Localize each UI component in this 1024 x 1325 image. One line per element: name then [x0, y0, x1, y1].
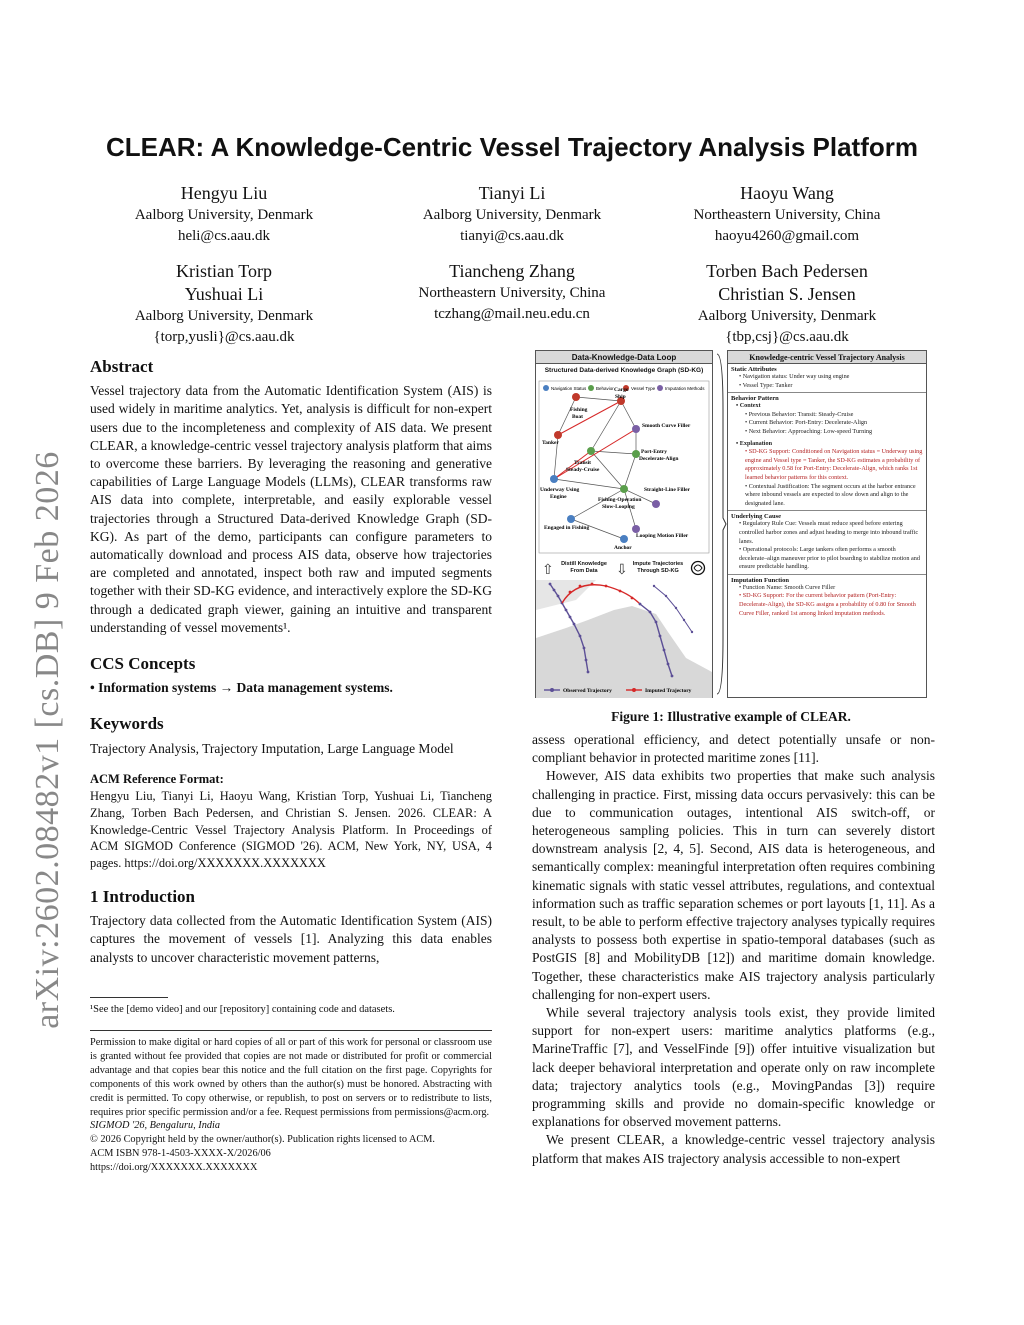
author-block	[657, 182, 917, 247]
behavior-heading: Behavior Pattern	[731, 395, 779, 403]
author-name: Kristian Torp	[176, 261, 272, 281]
paragraph: However, AIS data exhibits two properties that make such analysis challenging in practice. First, missing data occurs pervasively: this can be due to communication outages, intentional AIS switch-off, or heterogeneous sampling policies. This in turn can severely distort downstream analysis [2, 4, 5]. Second, AIS data is heterogeneous, and semantically complex: meaningful interpretation often requires combining kinematic signals with static vessel attributes, regulations, and contextual information such as traffic separation schemes or port layouts [1, 11]. As a result, to be able to perform effective trajectory analyses typically requires analysts to possess both expertise in spatio-temporal databases (such as PostGIS [8] and MobilityDB [12]) and maritime domain knowledge. Together, these characteristics make AIS trajectory analysis particularly challenging for non-expert users.	[532, 768, 935, 1002]
legend-imputation: Imputation Methods	[665, 386, 705, 391]
figure-right-panel	[727, 350, 927, 698]
node-label: Slow-Looping	[602, 504, 635, 510]
author-name: Tianyi Li	[478, 183, 546, 203]
distill-label: Distill Knowledge From Data	[561, 561, 607, 574]
behavior-section	[728, 392, 926, 510]
author-email: heli@cs.aau.dk	[177, 228, 271, 244]
author-affiliation: Aalborg University, Denmark	[697, 308, 877, 324]
left-panel-title: Data-Knowledge-Data Loop	[536, 351, 712, 364]
paper-title: CLEAR: A Knowledge-Centric Vessel Trajectory Analysis Platform	[105, 132, 918, 162]
context-item: • Current Behavior: Port-Entry: Decelerate-Align	[745, 419, 868, 427]
author-email: {tbp,csj}@cs.aau.dk	[725, 329, 849, 345]
node-label: Anchor	[614, 545, 632, 551]
author-affiliation: Aalborg University, Denmark	[422, 207, 602, 223]
author-email: {torp,yusli}@cs.aau.dk	[153, 329, 295, 345]
author-name: Christian S. Jensen	[718, 284, 856, 304]
author-block	[94, 260, 354, 348]
author-name: Torben Bach Pedersen	[706, 261, 868, 281]
context-heading: • Context	[736, 402, 761, 410]
left-column	[90, 358, 492, 967]
static-item: • Navigation status: Under way using engine	[739, 373, 850, 380]
node-label: Cargo	[614, 387, 629, 393]
intro-text: Trajectory data collected from the Automatic Identification System (AIS) captures the movement of vessels [1]. Analyzing this data enables analysts to uncover characteristic movement patterns,	[90, 913, 492, 965]
footnote: ¹See the [demo video] and our [repository] containing code and datasets.	[90, 1004, 395, 1015]
node-label: Straight-Line Filler	[644, 487, 690, 493]
permission-block	[90, 1036, 492, 1175]
underlying-section	[728, 510, 926, 574]
loop-arrows	[542, 560, 708, 580]
permission-rule	[90, 1030, 492, 1031]
impute-label: Impute Trajectories Through SD-KG	[632, 561, 684, 574]
intro-heading: 1 Introduction	[90, 887, 196, 907]
keywords-heading: Keywords	[90, 714, 164, 734]
underlying-heading: Underlying Cause	[731, 513, 782, 521]
author-name: Hengyu Liu	[180, 183, 268, 203]
arxiv-stamp	[18, 360, 78, 1120]
node-label: Engaged in Fishing	[544, 525, 590, 531]
paragraph: assess operational efficiency, and detect potentially unsafe or non-compliant behavior in protected maritime zones [11].	[532, 732, 935, 766]
explanation-item: • SD-KG Support: Conditioned on Navigation status = Underway using engine and Vessel type = Tanker, the SD-KG estimates a probability of approximately 0.58 for Port-Entry: Decelerate-Align, which ranks 1st learned behavior patterns for this context.	[745, 448, 923, 481]
venue: SIGMOD '26, Bengaluru, India	[90, 1120, 221, 1132]
abstract-heading: Abstract	[90, 357, 154, 376]
arxiv-id: arXiv:2602.08482v1 [cs.DB] 9 Feb 2026	[29, 451, 66, 1029]
author-block	[382, 182, 642, 247]
map-legend-imputed: Imputed Trajectory	[645, 688, 692, 694]
doi: https://doi.org/XXXXXXX.XXXXXXX	[90, 1162, 258, 1174]
paragraph: While several trajectory analysis tools exist, they provide limited support for non-expert users: maritime analytics platforms (e.g., MarineTraffic [7], and VesselFinde [9]) offer intuitive visualization but lack deeper behavioral interpretation and operate only on raw incomplete data; trajectory analytics tools (e.g., MovingPandas [3]) require programming skills and provide no domain-specific knowledge or explanations for observed movement patterns.	[532, 1005, 935, 1130]
figure-caption: Figure 1: Illustrative example of CLEAR.	[611, 709, 851, 724]
right-column	[532, 731, 935, 1168]
permission-text: Permission to make digital or hard copies of all or part of this work for personal or classroom use is granted without fee provided that copies are not made or distributed for profit or commercial advantage and that copies bear this notice and the full citation on the first page. Copyrights for components of this work owned by others than the author(s) must be honored. Abstracting with credit is permitted. To copy otherwise, or republish, to post on servers or to redistribute to lists, requires prior specific permission and/or a fee. Request permissions from permissions@acm.org.	[90, 1037, 492, 1118]
node-label: Fishing-Operation	[598, 497, 642, 503]
underlying-item: • Regulatory Rule Cue: Vessels must reduce speed before entering controlled harbor zones and adjust heading to merge into inbound traffic lanes.	[739, 520, 919, 545]
trajectory-map	[536, 580, 712, 698]
isbn: ACM ISBN 978-1-4503-XXXX-X/2026/06	[90, 1148, 271, 1160]
kg-title: Structured Data-derived Knowledge Graph (SD-KG)	[544, 367, 704, 374]
imputation-section	[728, 574, 926, 620]
legend-vessel: Vessel Type	[631, 386, 656, 391]
legend-behavior: Behavior	[596, 386, 614, 391]
right-panel-title: Knowledge-centric Vessel Trajectory Analysis	[728, 351, 926, 364]
static-section	[728, 364, 926, 392]
node-label: Boat	[572, 414, 583, 420]
figure-bracket	[715, 350, 727, 698]
node-label: Decelerate-Align	[639, 456, 679, 462]
node-label: Tanker	[542, 440, 559, 446]
keywords-text: Trajectory Analysis, Trajectory Imputation, Large Language Model	[90, 740, 454, 756]
paragraph: We present CLEAR, a knowledge-centric vessel trajectory analysis platform that makes AIS trajectory analysis accessible to non-expert	[532, 1132, 935, 1166]
imputation-heading: Imputation Function	[731, 576, 789, 584]
legend-navigation: Navigation Status	[551, 386, 587, 391]
author-email: tczhang@mail.neu.edu.cn	[434, 306, 590, 322]
author-name: Haoyu Wang	[740, 183, 834, 203]
author-block	[382, 260, 642, 325]
node-label: Looping Motion Filler	[636, 533, 689, 539]
context-item: • Previous Behavior: Transit: Steady-Cruise	[745, 410, 854, 418]
node-label: Engine	[550, 494, 567, 500]
author-affiliation: Aalborg University, Denmark	[134, 308, 314, 324]
node-label: Smooth Curve Filler	[642, 423, 691, 429]
author-affiliation: Northeastern University, China	[418, 285, 606, 301]
abstract-text: Vessel trajectory data from the Automatic Identification System (AIS) is used widely in maritime analytics. Yet, analysis is difficult for non-expert users due to the incompleteness and complexity of AIS data. We present CLEAR, a knowledge-centric vessel trajectory analysis platform that aims to overcome these barriers. By leveraging the reasoning and generative capabilities of Large Language Models (LLMs), CLEAR transforms raw AIS data into complete, interpretable, and easily explorable vessel trajectories through a Structured Data-derived Knowledge Graph (SD-KG). As part of the demo, participants can configure parameters to automatically download and process AIS data, observe how trajectories are completed and annotated, inspect both raw and imputed segments together with their SD-KG evidence, and interactively explore the SD-KG through a dedicated graph viewer, gaining an intuitive and transparent understanding of vessel movements¹.	[90, 383, 492, 635]
node-label: Transit	[574, 460, 592, 466]
down-arrow-icon: ⇩	[616, 561, 628, 577]
llm-logo-icon	[690, 560, 706, 576]
author-email: haoyu4260@gmail.com	[714, 228, 860, 244]
copyright: © 2026 Copyright held by the owner/author(s). Publication rights licensed to ACM.	[90, 1134, 436, 1146]
author-block	[94, 182, 354, 247]
node-label: Underway Using	[540, 487, 580, 493]
up-arrow-icon: ⇧	[542, 561, 554, 577]
author-email: tianyi@cs.aau.dk	[460, 228, 564, 244]
imputation-item: • SD-KG Support: For the current behavior pattern (Port-Entry: Decelerate-Align), the SD-KG assigns a probability of 0.80 for Smooth Curve Filler, ranked 1st among linked imputation methods.	[739, 592, 916, 617]
author-name: Tiancheng Zhang	[449, 261, 575, 281]
node-label: Ship	[615, 394, 626, 400]
context-item: • Next Behavior: Approaching: Low-speed Turning	[745, 427, 873, 435]
acm-ref-heading: ACM Reference Format:	[90, 771, 224, 786]
figure-1	[535, 350, 927, 700]
author-affiliation: Northeastern University, China	[693, 207, 881, 223]
ccs-heading: CCS Concepts	[90, 654, 196, 674]
ccs-text: • Information systems → Data management systems.	[90, 680, 393, 696]
acm-ref-text: Hengyu Liu, Tianyi Li, Haoyu Wang, Kristian Torp, Yushuai Li, Tiancheng Zhang, Torben Bach Pedersen, and Christian S. Jensen. 2026. CLEAR: A Knowledge-Centric Vessel Trajectory Analysis Platform. In Proceedings of ACM SIGMOD Conference (SIGMOD '26). ACM, New York, NY, USA, 4 pages. https://doi.org/XXXXXXX.XXXXXXX	[90, 789, 492, 871]
footnote-rule	[90, 997, 168, 998]
author-name: Yushuai Li	[184, 284, 264, 304]
map-legend-observed: Observed Trajectory	[563, 688, 612, 694]
static-item: • Vessel Type: Tanker	[739, 381, 793, 389]
static-heading: Static Attributes	[731, 366, 777, 373]
imputation-item: • Function Name: Smooth Curve Filler	[739, 583, 836, 591]
node-label: Fishing	[570, 407, 588, 413]
explanation-heading: • Explanation	[736, 439, 773, 447]
node-label: Steady-Cruise	[566, 467, 600, 473]
underlying-item: • Operational protocols: Large tankers often performs a smooth decelerate–align maneuver prior to pilot boarding to stabilize motion and ensure predictable handling.	[739, 546, 920, 571]
figure-left-panel	[535, 350, 713, 698]
author-affiliation: Aalborg University, Denmark	[134, 207, 314, 223]
author-block	[657, 260, 917, 348]
explanation-item: • Contextual Justification: The segment occurs at the harbor entrance where inbound vessels are expected to slow down and align to the designated lane.	[745, 482, 916, 507]
node-label: Port-Entry	[641, 449, 667, 455]
kg-graph	[536, 379, 712, 557]
